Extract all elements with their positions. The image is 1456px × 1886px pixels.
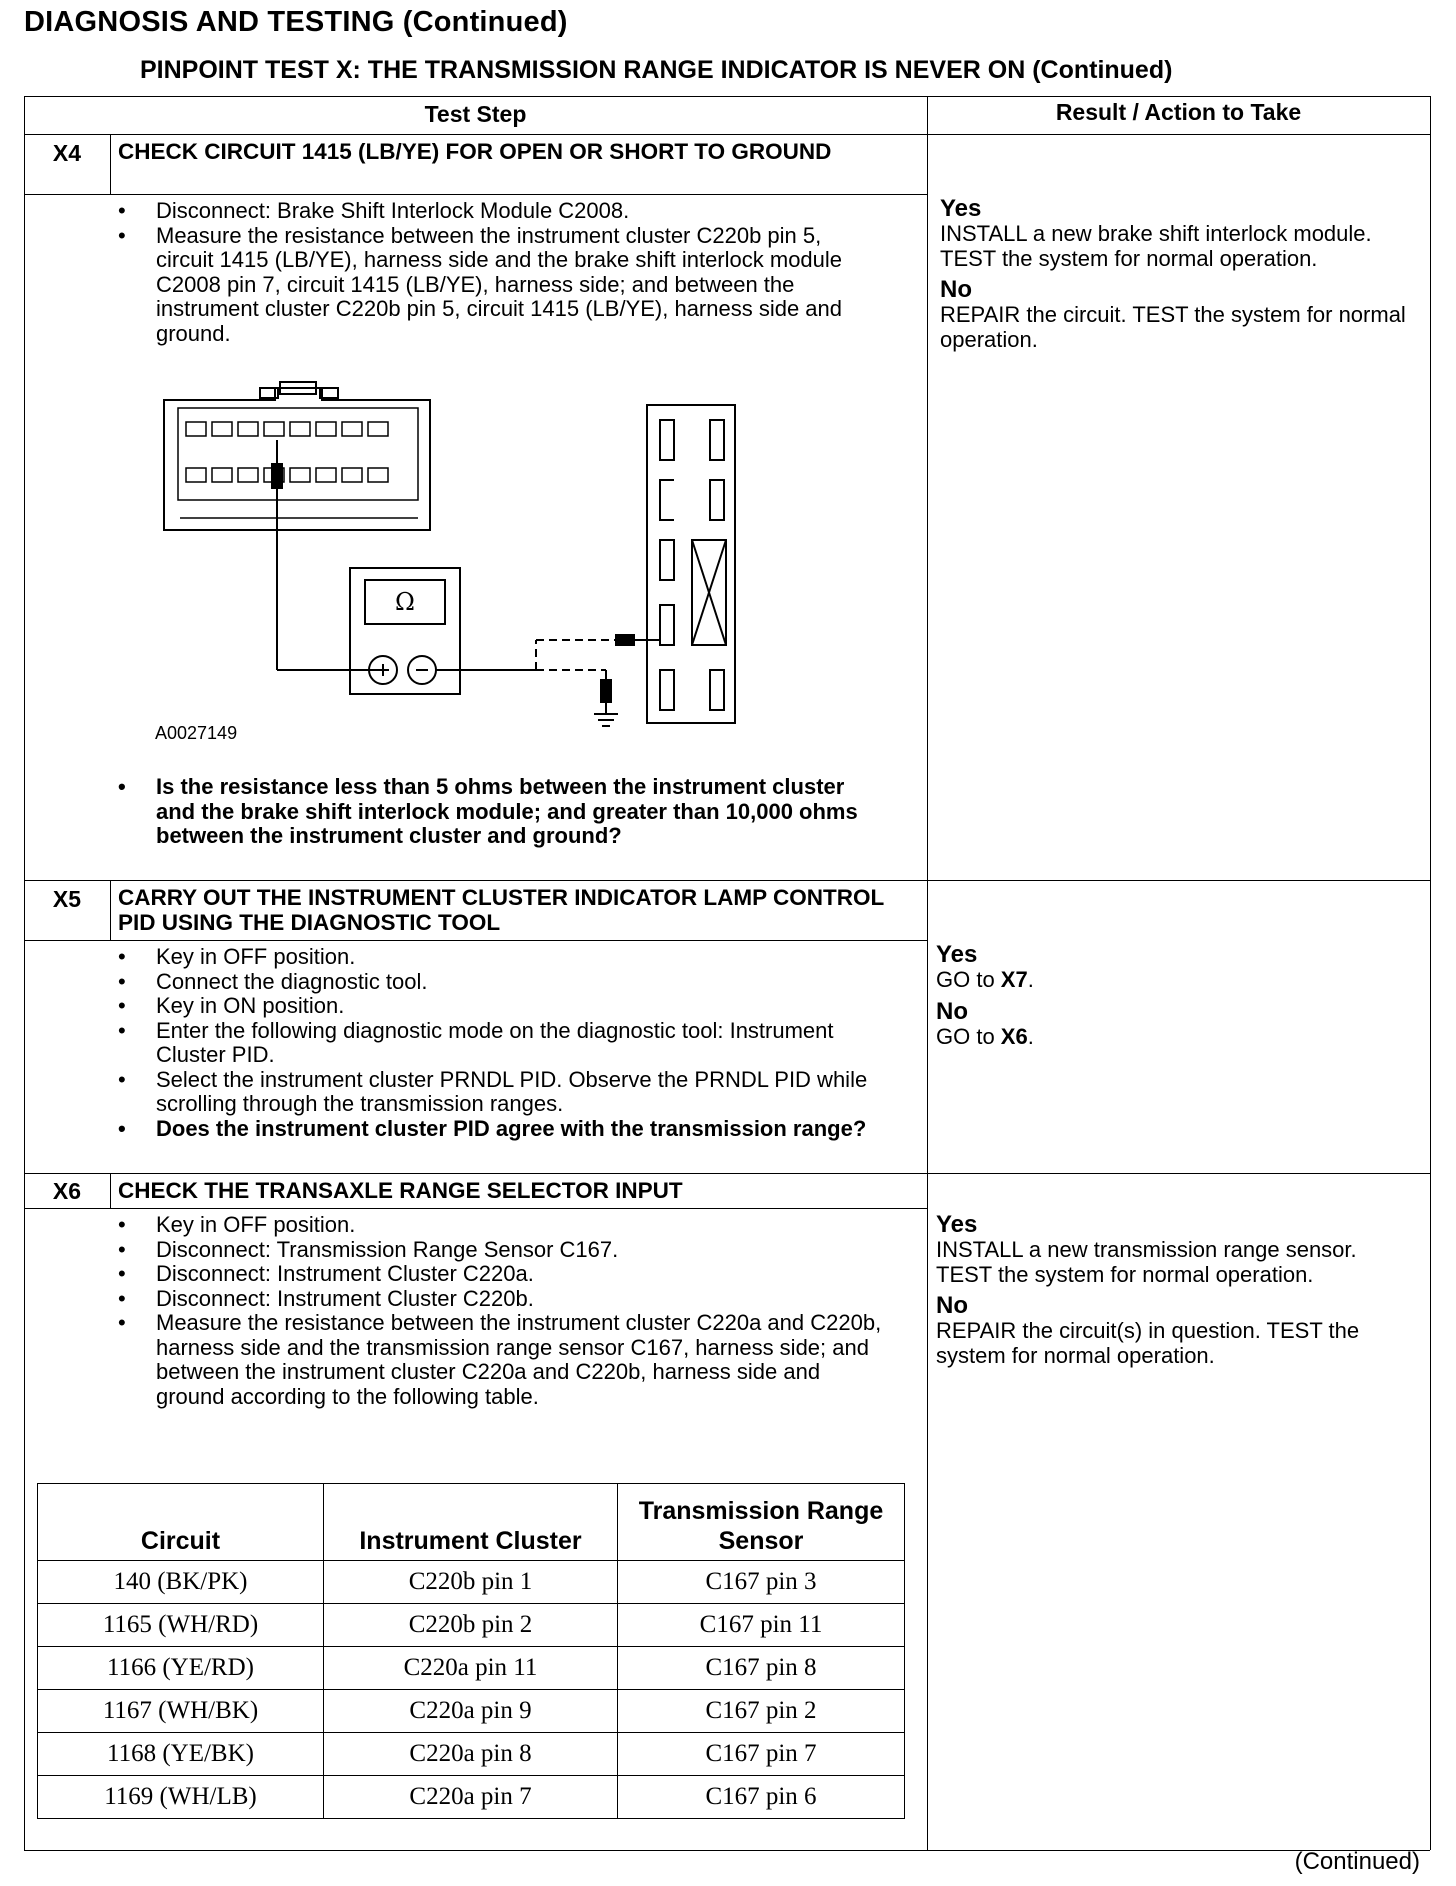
x5-no-prefix: GO to — [936, 1023, 1001, 1049]
table-cell: C167 pin 7 — [618, 1733, 905, 1776]
column-divider — [927, 96, 928, 1850]
table-cell: 1165 (WH/RD) — [38, 1604, 324, 1647]
table-cell: C220a pin 9 — [324, 1690, 618, 1733]
x4-no-label: No — [940, 276, 972, 303]
x6-title-line — [24, 1208, 927, 1209]
x4-id-divider — [110, 134, 111, 194]
table-cell: C220b pin 1 — [324, 1561, 618, 1604]
list-item: • Does the instrument cluster PID agree with the transmission range? — [118, 1117, 898, 1142]
table-cell: C220a pin 7 — [324, 1776, 618, 1819]
x4-title-line — [24, 194, 927, 195]
section-title: DIAGNOSIS AND TESTING (Continued) — [24, 6, 568, 38]
frame-right-line — [1430, 96, 1431, 1850]
frame-bottom-line — [24, 1850, 1430, 1851]
list-item: • Measure the resistance between the instrument cluster C220b pin 5, circuit 1415 (LB/YE), harness side and the brake shift interlock module C2008 pin 7, circuit 1415 (LB/YE), harness side; and between the instrument cluster C220b pin 5, circuit 1415 (LB/YE), harness side and ground. — [118, 224, 878, 347]
continued-note: (Continued) — [1294, 1848, 1420, 1875]
instrument-cluster-connector — [164, 382, 430, 530]
list-item: • Key in OFF position. — [118, 945, 898, 970]
table-cell: C167 pin 3 — [618, 1561, 905, 1604]
ohmmeter — [350, 568, 460, 694]
step-x4-instructions — [118, 199, 878, 346]
x5-yes-prefix: GO to — [936, 967, 1001, 992]
header-test-step: Test Step — [424, 101, 527, 127]
list-item: • Disconnect: Instrument Cluster C220b. — [118, 1287, 888, 1312]
step-x5-instructions — [118, 945, 898, 1141]
column-header: Circuit — [38, 1484, 324, 1561]
step-title-x5: CARRY OUT THE INSTRUMENT CLUSTER INDICATOR LAMP CONTROL PID USING THE DIAGNOSTIC TOOL — [118, 885, 884, 935]
x4-result — [940, 196, 1410, 352]
x6-id-divider — [110, 1173, 111, 1208]
step-title-x6: CHECK THE TRANSAXLE RANGE SELECTOR INPUT — [118, 1178, 683, 1203]
ohm-symbol: Ω — [395, 588, 415, 616]
table-cell: C220a pin 11 — [324, 1647, 618, 1690]
step-id-x5: X5 — [52, 886, 82, 912]
ground-symbol — [594, 670, 618, 726]
x5-yes-label: Yes — [936, 941, 978, 968]
x5-result: Yes GO to X7. No GO to X6. — [936, 942, 1406, 1049]
x5-yes-link[interactable]: X7 — [1000, 967, 1028, 992]
header-bottom-line — [24, 134, 1430, 135]
list-item: • Connect the diagnostic tool. — [118, 970, 898, 995]
x6-result — [936, 1212, 1406, 1368]
pinpoint-test-title: PINPOINT TEST X: THE TRANSMISSION RANGE INDICATOR IS NEVER ON (Continued) — [140, 56, 1173, 84]
x6-no-label: No — [936, 1292, 968, 1319]
table-cell: C167 pin 11 — [618, 1604, 905, 1647]
x5-bottom-line — [24, 1173, 1430, 1174]
step-x4-question — [118, 775, 878, 849]
x5-no-label: No — [936, 997, 968, 1025]
list-item: • Select the instrument cluster PRNDL PID. Observe the PRNDL PID while scrolling through the transmission ranges. — [118, 1068, 898, 1117]
table-cell: 1167 (WH/BK) — [38, 1690, 324, 1733]
x6-yes-label: Yes — [936, 1211, 978, 1238]
column-header: Instrument Cluster — [324, 1484, 618, 1561]
x5-no-link[interactable]: X6 — [1000, 1023, 1028, 1049]
table-cell: 1168 (YE/BK) — [38, 1733, 324, 1776]
table-cell: C167 pin 2 — [618, 1690, 905, 1733]
table-row — [38, 1561, 905, 1604]
x6-no-text: REPAIR the circuit(s) in question. TEST the system for normal operation. — [936, 1318, 1360, 1368]
list-item: • Disconnect: Brake Shift Interlock Module C2008. — [118, 199, 878, 224]
x5-title-line — [24, 940, 927, 941]
list-item: • Is the resistance less than 5 ohms between the instrument cluster and the brake shift interlock module; and greater than 10,000 ohms between the instrument cluster and ground? — [118, 775, 878, 849]
x4-bottom-line — [24, 880, 1430, 881]
x4-no-text: REPAIR the circuit. TEST the system for normal operation. — [940, 302, 1406, 352]
figure-id: A0027149 — [155, 723, 238, 743]
step-id-x4: X4 — [52, 140, 82, 166]
table-cell: 140 (BK/PK) — [38, 1561, 324, 1604]
circuit-table — [37, 1483, 905, 1819]
table-row — [38, 1733, 905, 1776]
table-row — [38, 1690, 905, 1733]
frame-left-line — [24, 96, 25, 1850]
list-item: • Disconnect: Transmission Range Sensor C167. — [118, 1238, 888, 1263]
frame-top-line — [24, 96, 1430, 97]
resistance-measurement-diagram — [150, 380, 750, 740]
list-item: • Enter the following diagnostic mode on the diagnostic tool: Instrument Cluster PID. — [118, 1019, 898, 1068]
table-cell: C167 pin 6 — [618, 1776, 905, 1819]
step-title-x4: CHECK CIRCUIT 1415 (LB/YE) FOR OPEN OR SHORT TO GROUND — [118, 139, 832, 164]
table-cell: 1166 (YE/RD) — [38, 1647, 324, 1690]
x6-yes-text: INSTALL a new transmission range sensor. TEST the system for normal operation. — [936, 1237, 1357, 1287]
step-id-x6: X6 — [52, 1178, 82, 1204]
table-cell: 1169 (WH/LB) — [38, 1776, 324, 1819]
list-item: • Measure the resistance between the instrument cluster C220a and C220b, harness side and the transmission range sensor C167, harness side; and between the instrument cluster C220a and C220b, harness side and ground according to the following table. — [118, 1311, 888, 1409]
table-cell: C220a pin 8 — [324, 1733, 618, 1776]
x5-id-divider — [110, 880, 111, 940]
x4-yes-text: INSTALL a new brake shift interlock module. TEST the system for normal operation. — [940, 221, 1372, 271]
list-item: • Disconnect: Instrument Cluster C220a. — [118, 1262, 888, 1287]
table-row — [38, 1647, 905, 1690]
list-item: • Key in OFF position. — [118, 1213, 888, 1238]
brake-shift-interlock-connector — [647, 405, 735, 723]
x4-yes-label: Yes — [940, 195, 982, 222]
table-row — [38, 1604, 905, 1647]
table-cell: C220b pin 2 — [324, 1604, 618, 1647]
header-result: Result / Action to Take — [1055, 99, 1302, 125]
column-header: Transmission Range Sensor — [618, 1484, 905, 1561]
table-row — [38, 1776, 905, 1819]
list-item: • Key in ON position. — [118, 994, 898, 1019]
table-cell: C167 pin 8 — [618, 1647, 905, 1690]
step-x6-instructions — [118, 1213, 888, 1409]
